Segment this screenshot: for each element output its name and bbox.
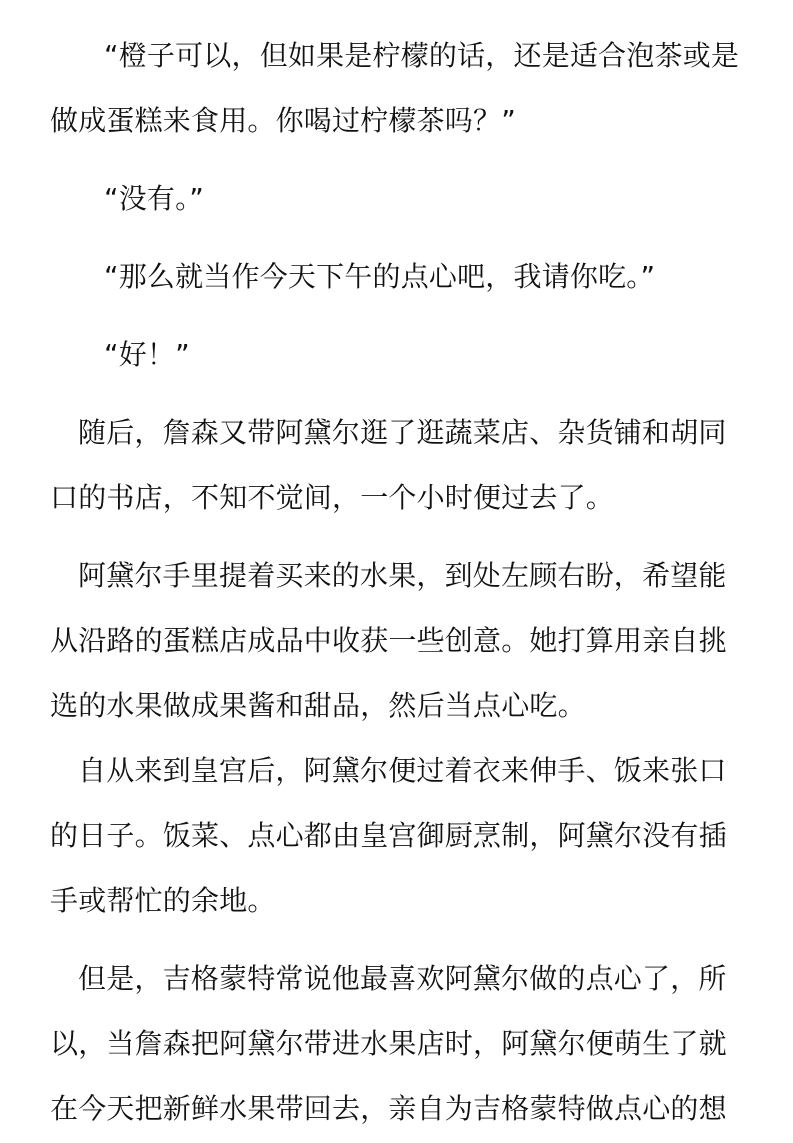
document-page [0, 23, 793, 1143]
paragraph-dialogue-3: “那么就当作今天下午的点心吧，我请你吃。” [104, 260, 656, 293]
paragraph-dialogue-2: “没有。” [104, 182, 205, 215]
paragraph-dialogue-1: “橙子可以，但如果是柠檬的话，还是适合泡茶或是做成蛋糕来食用。你喝过柠檬茶吗？” [50, 39, 740, 137]
paragraph-dialogue-4: “好！” [104, 338, 190, 371]
paragraph-gap [50, 530, 746, 543]
paragraph-gap [50, 231, 746, 244]
paragraph-narration-4: 但是，吉格蒙特常说他最喜欢阿黛尔做的点心了，所以，当詹森把阿黛尔带进水果店时，阿黛尔便萌生了就在今天把新鲜水果带回去，亲自为吉格蒙特做点心的想 [50, 962, 727, 1125]
paragraph-narration-3: 自从来到皇宫后，阿黛尔便过着衣来伸手、饭来张口的日子。饭菜、点心都由皇宫御厨烹制，阿黛尔没有插手或帮忙的余地。 [50, 754, 727, 917]
paragraph-narration-2: 阿黛尔手里提着买来的水果，到处左顾右盼，希望能从沿路的蛋糕店成品中收获一些创意。她打算用亲自挑选的水果做成果酱和甜品，然后当点心吃。 [50, 559, 727, 722]
paragraph-gap [50, 933, 746, 946]
paragraph-narration-1: 随后，詹森又带阿黛尔逛了逛蔬菜店、杂货铺和胡同口的书店，不知不觉间，一个小时便过去了。 [50, 416, 727, 514]
paragraph-gap [50, 387, 746, 400]
paragraph-gap [50, 153, 746, 166]
paragraph-gap [50, 309, 746, 322]
